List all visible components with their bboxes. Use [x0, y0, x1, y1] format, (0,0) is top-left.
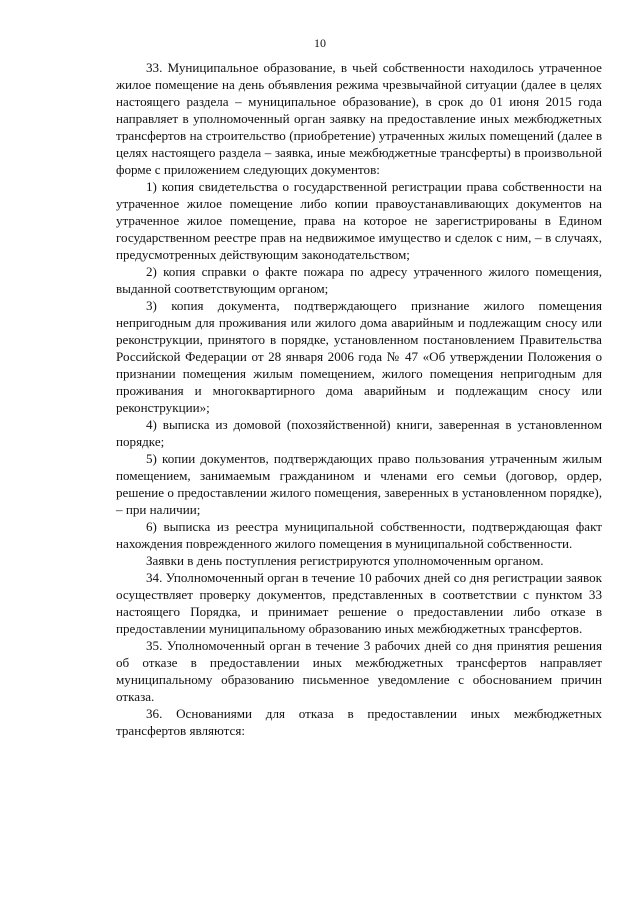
paragraph-registration-note: Заявки в день поступления регистрируются уполномоченным органом. [146, 553, 544, 568]
paragraph-item-4: 4) выписка из домовой (похозяйственной) книги, заверенная в установленном порядке; [116, 417, 602, 449]
paragraph-item-2: 2) копия справки о факте пожара по адресу утраченного жилого помещения, выданной соответствующим органом; [116, 264, 602, 296]
paragraph-item-3: 3) копия документа, подтверждающего признание жилого помещения непригодным для проживания или жилого дома аварийным и подлежащим сносу или реконструкции, принятого в порядке, установленном постановлением Правительства Российской Федерации от 28 января 2006 года № 47 «Об утверждении Положения о признании помещения жилым помещением, жилого помещения непригодным для проживания и многоквартирного дома аварийным и подлежащим сносу или реконструкции»; [116, 298, 602, 415]
page-number: 10 [314, 36, 326, 50]
document-body [116, 59, 602, 739]
paragraph-33: 33. Муниципальное образование, в чьей собственности находилось утраченное жилое помещение на день объявления режима чрезвычайной ситуации (далее в целях настоящего раздела – муниципальное образование), в срок до 01 июня 2015 года направляет в уполномоченный орган заявку на предоставление иных межбюджетных трансфертов на строительство (приобретение) утраченных жилых помещений (далее в целях настоящего раздела – заявка, иные межбюджетные трансферты) в произвольной форме с приложением следующих документов: [116, 60, 602, 177]
paragraph-item-6: 6) выписка из реестра муниципальной собственности, подтверждающая факт нахождения поврежденного жилого помещения в муниципальной собственности. [116, 519, 602, 551]
paragraph-item-1: 1) копия свидетельства о государственной регистрации права собственности на утраченное жилое помещение либо копии правоустанавливающих документов на утраченное жилое помещение, права на которое не зарегистрированы в Едином государственном реестре прав на недвижимое имущество и сделок с ним, – в случаях, предусмотренных действующим законодательством; [116, 179, 602, 262]
paragraph-34: 34. Уполномоченный орган в течение 10 рабочих дней со дня регистрации заявок осуществляет проверку документов, представленных в соответствии с пунктом 33 настоящего Порядка, и принимает решение о предоставлении либо отказе в предоставлении муниципальному образованию иных межбюджетных трансфертов. [116, 570, 602, 636]
paragraph-36: 36. Основаниями для отказа в предоставлении иных межбюджетных трансфертов являются: [116, 706, 602, 738]
paragraph-item-5: 5) копии документов, подтверждающих право пользования утраченным жилым помещением, занимаемым гражданином и членами его семьи (договор, ордер, решение о предоставлении жилого помещения, заверенных в установленном порядке), – при наличии; [116, 451, 602, 517]
paragraph-35: 35. Уполномоченный орган в течение 3 рабочих дней со дня принятия решения об отказе в предоставлении иных межбюджетных трансфертов направляет муниципальному образованию письменное уведомление с обоснованием причин отказа. [116, 638, 602, 704]
